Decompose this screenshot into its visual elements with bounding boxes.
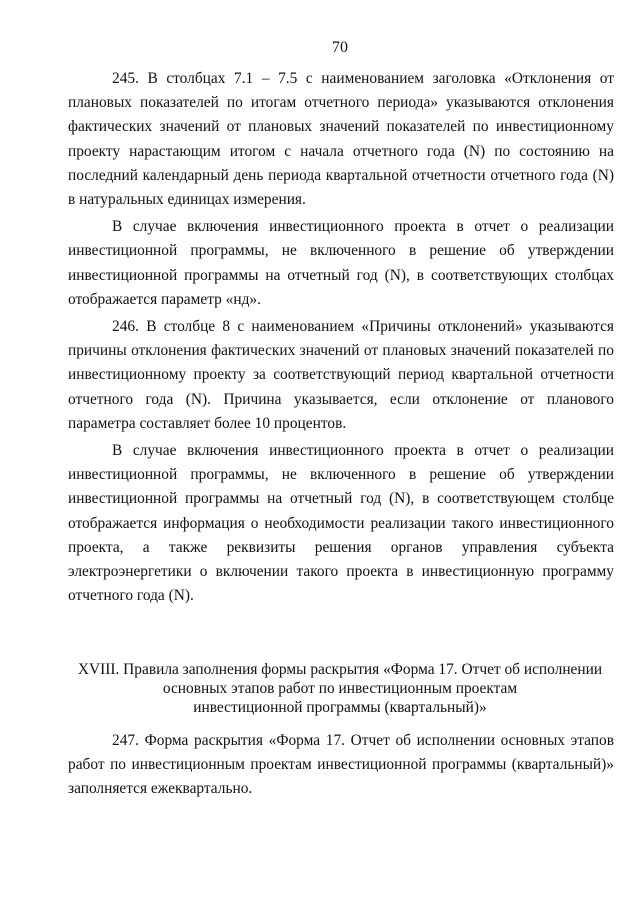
page-number: 70 bbox=[332, 39, 348, 56]
section-heading-line: XVIII. Правила заполнения формы раскрытия «Форма 17. Отчет об исполнении bbox=[77, 661, 603, 678]
document-body bbox=[68, 67, 614, 608]
paragraph-246-note: В случае включения инвестиционного проекта в отчет о реализации инвестиционной программы, не включенного в решение об утверждении инвестиционной программы на отчетный год (N), в соответствующем столбце отображается информация о необходимости реализации такого инвестиционного проекта, а также реквизиты решения органов управления субъекта электроэнергетики о включении такого проекта в инвестиционную программу отчетного года (N). bbox=[68, 442, 614, 605]
paragraph-246: 246. В столбце 8 с наименованием «Причины отклонений» указываются причины отклонения фактических значений от плановых значений показателей по инвестиционному проекту за соответствующий период квартальной отчетности отчетного года (N). Причина указывается, если отклонение от планового параметра составляет более 10 процентов. bbox=[68, 318, 614, 432]
section-heading-line: основных этапов работ по инвестиционным проектам bbox=[162, 680, 518, 697]
paragraph-245-note: В случае включения инвестиционного проекта в отчет о реализации инвестиционной программы, не включенного в решение об утверждении инвестиционной программы на отчетный год (N), в соответствующих столбцах отображается параметр «нд». bbox=[68, 218, 614, 308]
paragraph-245: 245. В столбцах 7.1 – 7.5 с наименованием заголовка «Отклонения от плановых показателей по итогам отчетного периода» указываются отклонения фактических значений от плановых значений показателей по инвестиционному проекту нарастающим итогом с начала отчетного года (N) по состоянию на последний календарный день периода квартальной отчетности отчетного года (N) в натуральных единицах измерения. bbox=[68, 70, 614, 209]
paragraph-247: 247. Форма раскрытия «Форма 17. Отчет об исполнении основных этапов работ по инвестиционным проектам инвестиционной программы (квартальный)» заполняется ежеквартально. bbox=[68, 732, 614, 798]
section-heading bbox=[66, 660, 614, 717]
section-heading-line: инвестиционной программы (квартальный)» bbox=[193, 699, 487, 716]
section-body bbox=[68, 729, 614, 802]
